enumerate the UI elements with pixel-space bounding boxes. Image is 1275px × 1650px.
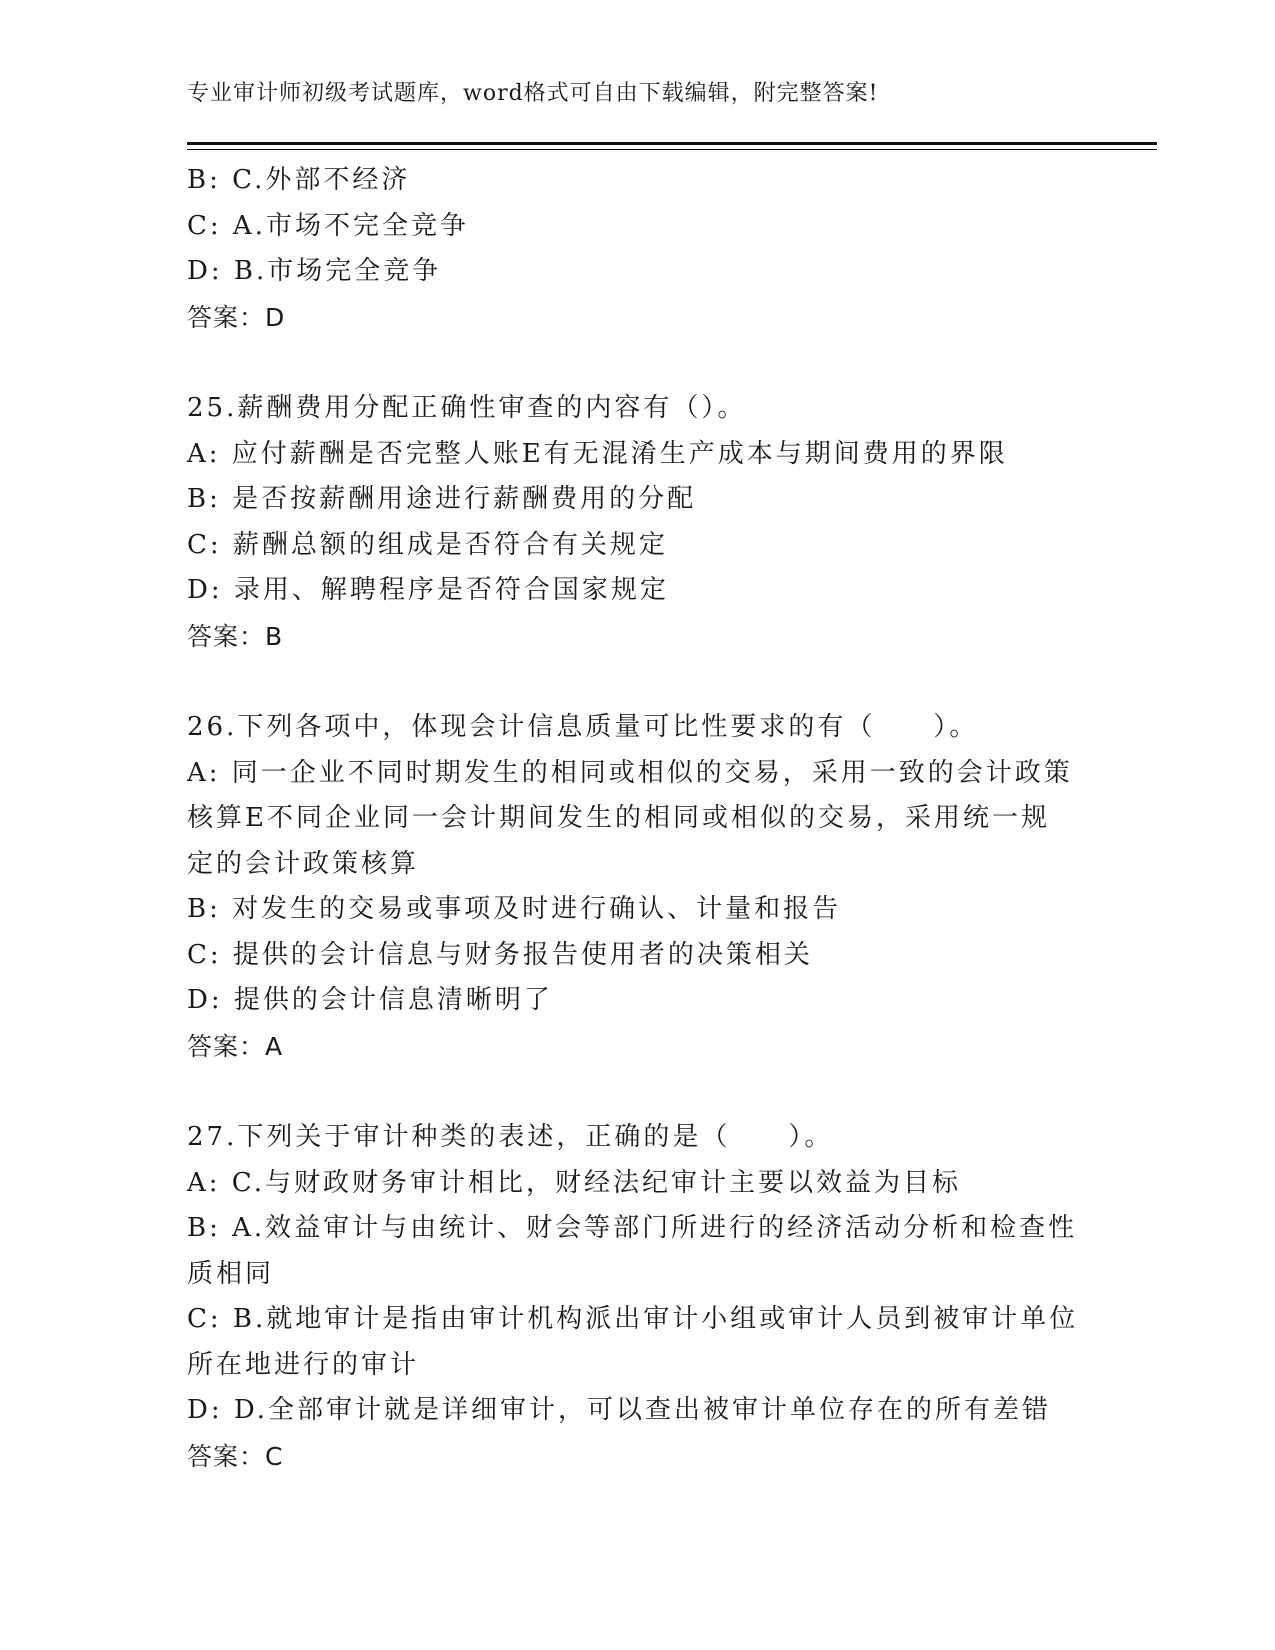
option-line: D: 录用、解聘程序是否符合国家规定 (187, 575, 669, 605)
previous-question-block (187, 158, 1087, 340)
option-line: B: 是否按薪酬用途进行薪酬费用的分配 (187, 484, 697, 514)
option-line: A: C.与财政财务审计相比，财经法纪审计主要以效益为目标 (187, 1167, 962, 1198)
option-line: C: 薪酬总额的组成是否符合有关规定 (187, 529, 668, 560)
option-line: D: D.全部审计就是详细审计，可以查出被审计单位存在的所有差错 (187, 1395, 1052, 1425)
option-line: B: C.外部不经济 (187, 165, 411, 195)
option-line: C: A.市场不完全竞争 (187, 210, 469, 241)
answer-line: 答案：D (187, 302, 286, 332)
answer-line: 答案：B (187, 621, 284, 651)
question-stem: 26.下列各项中，体现会计信息质量可比性要求的有（ ）。 (187, 712, 979, 742)
header-rule-thin (187, 149, 1157, 150)
option-line: B: 对发生的交易或事项及时进行确认、计量和报告 (187, 894, 842, 924)
option-line: D: B.市场完全竞争 (187, 256, 442, 286)
question-gap (187, 659, 1087, 705)
answer-line: 答案：A (187, 1031, 284, 1061)
option-line: D: 提供的会计信息清晰明了 (187, 985, 553, 1015)
question-25 (187, 386, 1087, 659)
option-line: 核算E不同企业同一会计期间发生的相同或相似的交易，采用统一规 (187, 803, 1050, 833)
header-rule-thick (187, 142, 1157, 145)
answer-line: 答案：C (187, 1441, 284, 1471)
option-line: C: B.就地审计是指由审计机构派出审计小组或审计人员到被审计单位 (187, 1304, 1079, 1334)
option-line: C: 提供的会计信息与财务报告使用者的决策相关 (187, 939, 813, 970)
page-header: 专业审计师初级考试题库，word格式可自由下载编辑，附完整答案! (187, 81, 879, 106)
option-line: 所在地进行的审计 (187, 1349, 420, 1380)
question-stem: 25.薪酬费用分配正确性审查的内容有（）。 (187, 393, 747, 423)
option-line: A: 同一企业不同时期发生的相同或相似的交易，采用一致的会计政策 (187, 757, 1073, 788)
question-gap (187, 340, 1087, 386)
question-gap (187, 1069, 1087, 1115)
document-content (187, 158, 1087, 1479)
question-stem: 27.下列关于审计种类的表述，正确的是（ ）。 (187, 1122, 834, 1152)
question-26 (187, 705, 1087, 1069)
question-27 (187, 1115, 1087, 1479)
option-line: B: A.效益审计与由统计、财会等部门所进行的经济活动分析和检查性 (187, 1213, 1078, 1243)
option-line: 定的会计政策核算 (187, 848, 420, 879)
option-line: A: 应付薪酬是否完整人账E有无混淆生产成本与期间费用的界限 (187, 438, 1008, 469)
option-line: 质相同 (187, 1258, 275, 1289)
